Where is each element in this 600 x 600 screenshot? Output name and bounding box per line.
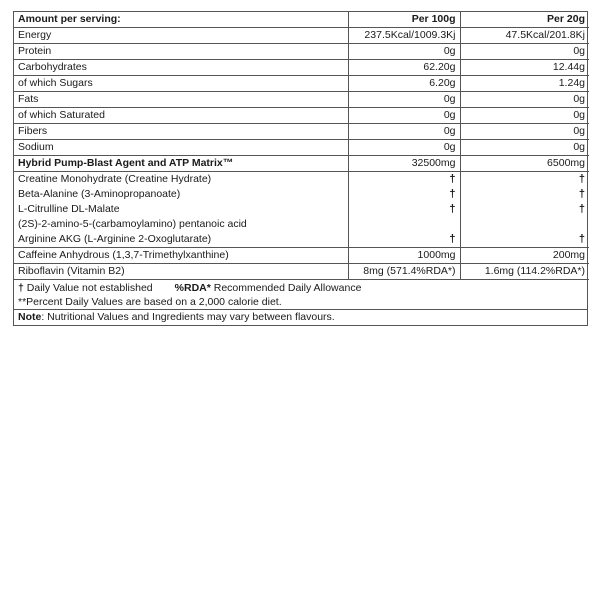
dagger-mark: † bbox=[460, 232, 589, 248]
footnote-note bbox=[14, 310, 587, 326]
row-value-20g: 0g bbox=[460, 124, 589, 140]
table-row bbox=[14, 92, 589, 108]
matrix-value-100g: 32500mg bbox=[348, 156, 460, 172]
matrix-item-row bbox=[14, 172, 589, 188]
row-name: Carbohydrates bbox=[14, 60, 348, 76]
row-name: Energy bbox=[14, 28, 348, 44]
row-value-100g: 0g bbox=[348, 108, 460, 124]
matrix-item-name: Arginine AKG (L-Arginine 2-Oxoglutarate) bbox=[14, 232, 348, 248]
dagger-mark: † bbox=[348, 187, 460, 202]
row-name: Fibers bbox=[14, 124, 348, 140]
matrix-item-row bbox=[14, 217, 589, 232]
row-name: of which Sugars bbox=[14, 76, 348, 92]
row-value-20g: 1.24g bbox=[460, 76, 589, 92]
matrix-item-name: Creatine Monohydrate (Creatine Hydrate) bbox=[18, 173, 212, 185]
matrix-item-row bbox=[14, 232, 589, 248]
footnote-percent: **Percent Daily Values are based on a 2,000 calorie diet. bbox=[14, 295, 587, 310]
matrix-item-row bbox=[14, 202, 589, 217]
matrix-item-name: L-Citrulline DL-Malate bbox=[18, 203, 120, 215]
row-name: Riboflavin (Vitamin B2) bbox=[14, 264, 348, 280]
dagger-mark: † bbox=[348, 202, 460, 217]
row-value-100g: 0g bbox=[348, 92, 460, 108]
row-value-20g: 47.5Kcal/201.8Kj bbox=[460, 28, 589, 44]
matrix-item-name: (2S)-2-amino-5-(carbamoylamino) pentanoic acid bbox=[18, 218, 247, 230]
row-name: of which Saturated bbox=[14, 108, 348, 124]
dagger-mark: † bbox=[460, 187, 589, 202]
dagger-mark: † bbox=[348, 172, 460, 188]
table-header-row bbox=[14, 12, 589, 28]
row-value-20g: 200mg bbox=[460, 248, 589, 264]
row-name: Caffeine Anhydrous (1,3,7-Trimethylxanthine) bbox=[14, 248, 348, 264]
table-row bbox=[14, 140, 589, 156]
header-per-100g: Per 100g bbox=[348, 12, 460, 28]
row-value-100g: 0g bbox=[348, 140, 460, 156]
dagger-text: Daily Value not established bbox=[26, 282, 153, 294]
matrix-item-name: Beta-Alanine (3-Aminopropanoate) bbox=[18, 188, 181, 200]
matrix-value-20g: 6500mg bbox=[460, 156, 589, 172]
caffeine-row bbox=[14, 248, 589, 264]
row-value-100g: 8mg (571.4%RDA*) bbox=[348, 264, 460, 280]
matrix-row bbox=[14, 156, 589, 172]
table-row bbox=[14, 108, 589, 124]
note-label: Note bbox=[18, 311, 42, 323]
riboflavin-row bbox=[14, 264, 589, 280]
dagger-mark bbox=[460, 217, 589, 232]
row-value-100g: 0g bbox=[348, 124, 460, 140]
row-value-20g: 0g bbox=[460, 108, 589, 124]
dagger-mark: † bbox=[460, 202, 589, 217]
dagger-mark bbox=[348, 217, 460, 232]
row-value-20g: 0g bbox=[460, 140, 589, 156]
table-row bbox=[14, 44, 589, 60]
row-value-100g: 62.20g bbox=[348, 60, 460, 76]
row-value-100g: 0g bbox=[348, 44, 460, 60]
matrix-item-row bbox=[14, 187, 589, 202]
rda-label: %RDA* bbox=[174, 282, 211, 294]
nutrition-facts-panel bbox=[13, 11, 588, 326]
nutrition-table bbox=[14, 12, 589, 280]
row-value-20g: 0g bbox=[460, 44, 589, 60]
header-label: Amount per serving: bbox=[14, 12, 348, 28]
row-name: Fats bbox=[14, 92, 348, 108]
header-per-20g: Per 20g bbox=[460, 12, 589, 28]
row-name: Sodium bbox=[14, 140, 348, 156]
row-value-100g: 1000mg bbox=[348, 248, 460, 264]
rda-text: Recommended Daily Allowance bbox=[213, 282, 362, 294]
row-value-100g: 6.20g bbox=[348, 76, 460, 92]
dagger-mark: † bbox=[460, 172, 589, 188]
matrix-name: Hybrid Pump-Blast Agent and ATP Matrix™ bbox=[14, 156, 348, 172]
dagger-mark: † bbox=[348, 232, 460, 248]
row-value-20g: 0g bbox=[460, 92, 589, 108]
note-text: : Nutritional Values and Ingredients may vary between flavours. bbox=[41, 311, 335, 323]
dagger-symbol: † bbox=[18, 282, 24, 294]
row-name: Protein bbox=[14, 44, 348, 60]
table-row bbox=[14, 28, 589, 44]
table-row bbox=[14, 76, 589, 92]
table-row bbox=[14, 60, 589, 76]
table-row bbox=[14, 124, 589, 140]
footnote-dagger bbox=[14, 280, 587, 295]
row-value-20g: 12.44g bbox=[460, 60, 589, 76]
row-value-100g: 237.5Kcal/1009.3Kj bbox=[348, 28, 460, 44]
row-value-20g: 1.6mg (114.2%RDA*) bbox=[460, 264, 589, 280]
